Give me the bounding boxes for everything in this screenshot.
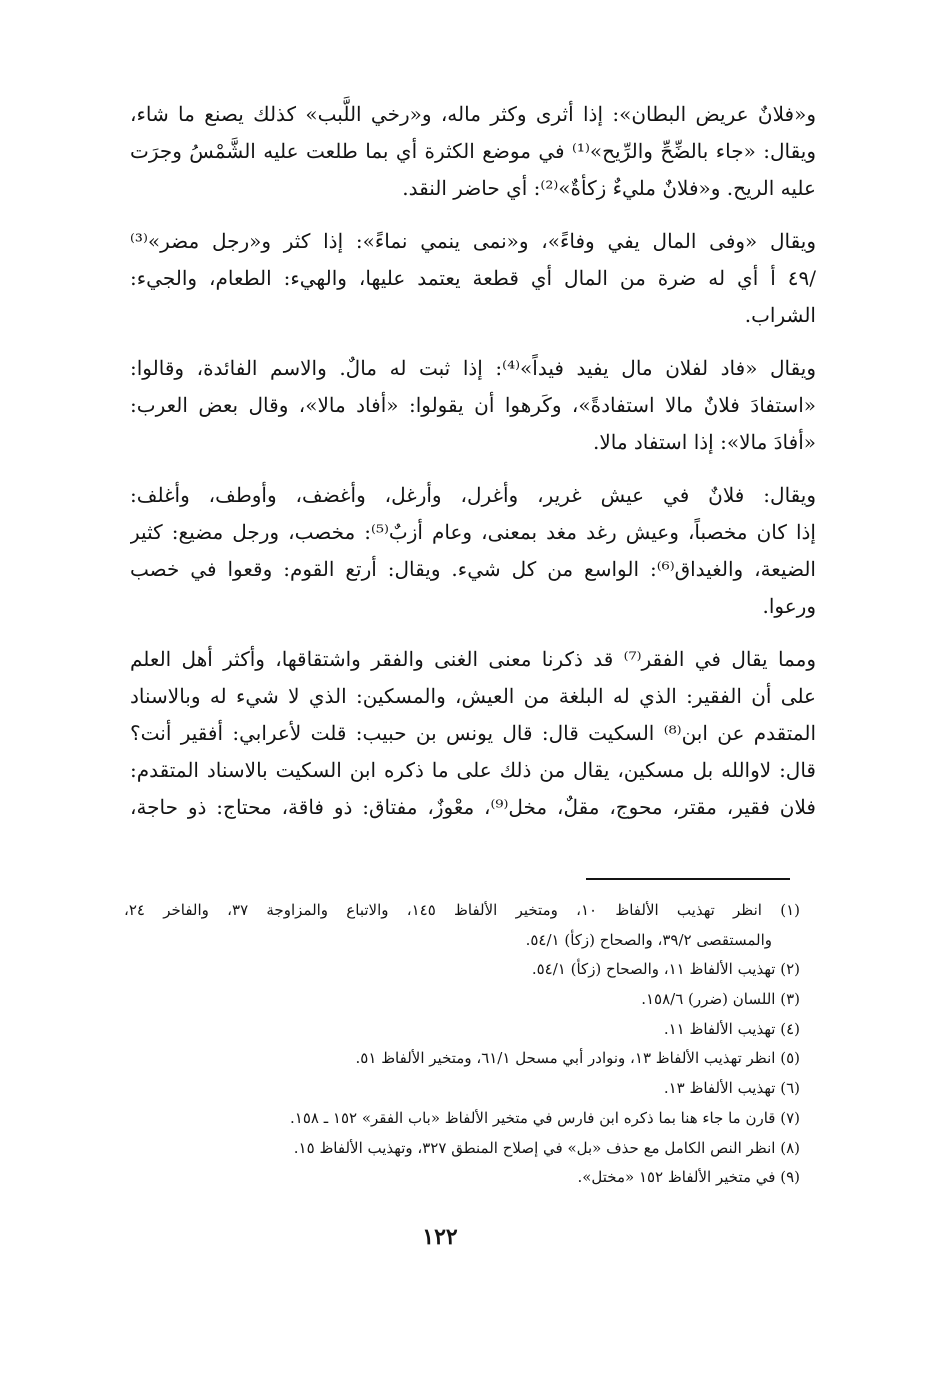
footnotes [124,896,800,1193]
text-line: الشراب. [744,303,816,327]
paragraph [130,477,816,625]
text-line: فلان فقير، مقتر، محوج، مقلٌ، مخل⁽⁹⁾، معْوزٌ، مفتاق: ذو فاقة، محتاج: ذو حاجة، [130,795,816,819]
text-line: /٤٩ أ أي له ضرة من المال أي قطعة يعتمد عليها، والهيء: الطعام، والجيء: [130,266,816,290]
page-number: ١٢٢ [422,1224,458,1250]
text-line: قال: لاوالله بل مسكين، يقال من ذلك على ما ذكره ابن السكيت بالاسناد المتقدم: [130,758,816,782]
footnote: (٣) اللسان (ضرر) ١٥٨/٦. [641,990,800,1009]
text-line: ورعوا. [762,594,816,618]
footnote: (٧) قارن ما جاء هنا بما ذكره ابن فارس في متخير الألفاظ «باب الفقر» ١٥٢ ـ ١٥٨. [290,1108,800,1127]
text-line: عليه الريح. و«فلانٌ مليءٌ زكأةٌ»⁽²⁾: أي حاضر النقد. [402,176,816,200]
main-text [130,96,816,842]
text-line: ويقال «فاد لفلان مال يفيد فيداً»⁽⁴⁾: إذا ثبت له مالٌ. والاسم الفائدة، وقالوا: [130,356,816,380]
paragraph [130,223,816,334]
footnote: (٢) تهذيب الألفاظ ١١، والصحاح (زكأ) ٥٤/١. [531,960,800,979]
text-line: ويقال: «جاء بالضِّحِّ والرِّيح»⁽¹⁾ في موضع الكثرة أي بما طلعت عليه الشَّمْسُ وجرَت [130,139,816,163]
text-line: «أفادَ مالا»: إذا استفاد مالا. [592,430,816,454]
footnote: (٤) تهذيب الألفاظ ١١. [663,1019,800,1038]
footnote: (٦) تهذيب الألفاظ ١٣. [663,1079,800,1098]
text-line: على أن الفقير: الذي له البلغة من العيش، والمسكين: الذي لا شيء له وبالاسناد [130,684,816,708]
footnote: (٥) انظر تهذيب الألفاظ ١٣، ونوادر أبي مسحل ٦١/١، ومتخير الألفاظ ٥١. [355,1049,800,1068]
paragraph [130,350,816,461]
text-line: «استفادَ فلانٌ مالا استفادةً»، وكَرهوا أن يقولوا: «أفاد مالا»، وقال بعض العرب: [130,393,816,417]
footnote-separator [586,878,790,880]
footnote: (١) انظر تهذيب الألفاظ ١٠، ومتخير الألفاظ ١٤٥، والاتباع والمزاوجة ٣٧، والفاخر ٢٤، [124,901,800,919]
text-line: الضيعة، والغيداق⁽⁶⁾: الواسع من كل شيء. ويقال: أرتع القوم: وقعوا في خصب [130,557,816,581]
text-line: و«فلانٌ عريض البطان»: إذا أثرى وكثر ماله، و«رخي اللَّبب» كذلك يصنع ما شاء، [130,102,816,126]
text-line: ومما يقال في الفقر⁽⁷⁾ قد ذكرنا معنى الغنى والفقر واشتقاقها، وأكثر أهل العلم [130,647,816,671]
text-line: المتقدم عن ابن⁽⁸⁾ السكيت قال: قال يونس بن حبيب: قلت لأعرابي: أفقير أنت؟ [130,721,816,745]
paragraph [130,96,816,207]
text-line: إذا كان مخصباً، وعيش رغد مغد بمعنى، وعام أزبٌ⁽⁵⁾: مخصب، ورجل مضيع: كثير [130,520,816,544]
footnote: (٩) في متخير الألفاظ ١٥٢ «مختل». [577,1168,800,1187]
paragraph [130,641,816,826]
footnote: (٨) انظر النص الكامل مع حذف «بل» في إصلاح المنطق ٣٢٧، وتهذيب الألفاظ ١٥. [293,1138,800,1157]
footnote-continuation: والمستقصى ٣٩/٢، والصحاح (زكأ) ٥٤/١. [525,930,772,949]
text-line: ويقال «وفى المال يفي وفاءً»، و«نمى ينمي نماءً»: إذا كثر و«رجل مضر»⁽³⁾ [130,229,816,253]
text-line: ويقال: فلانٌ في عيش غرير، وأغرل، وأرغل، وأغضف، وأوطف، وأغلف: [130,483,816,507]
